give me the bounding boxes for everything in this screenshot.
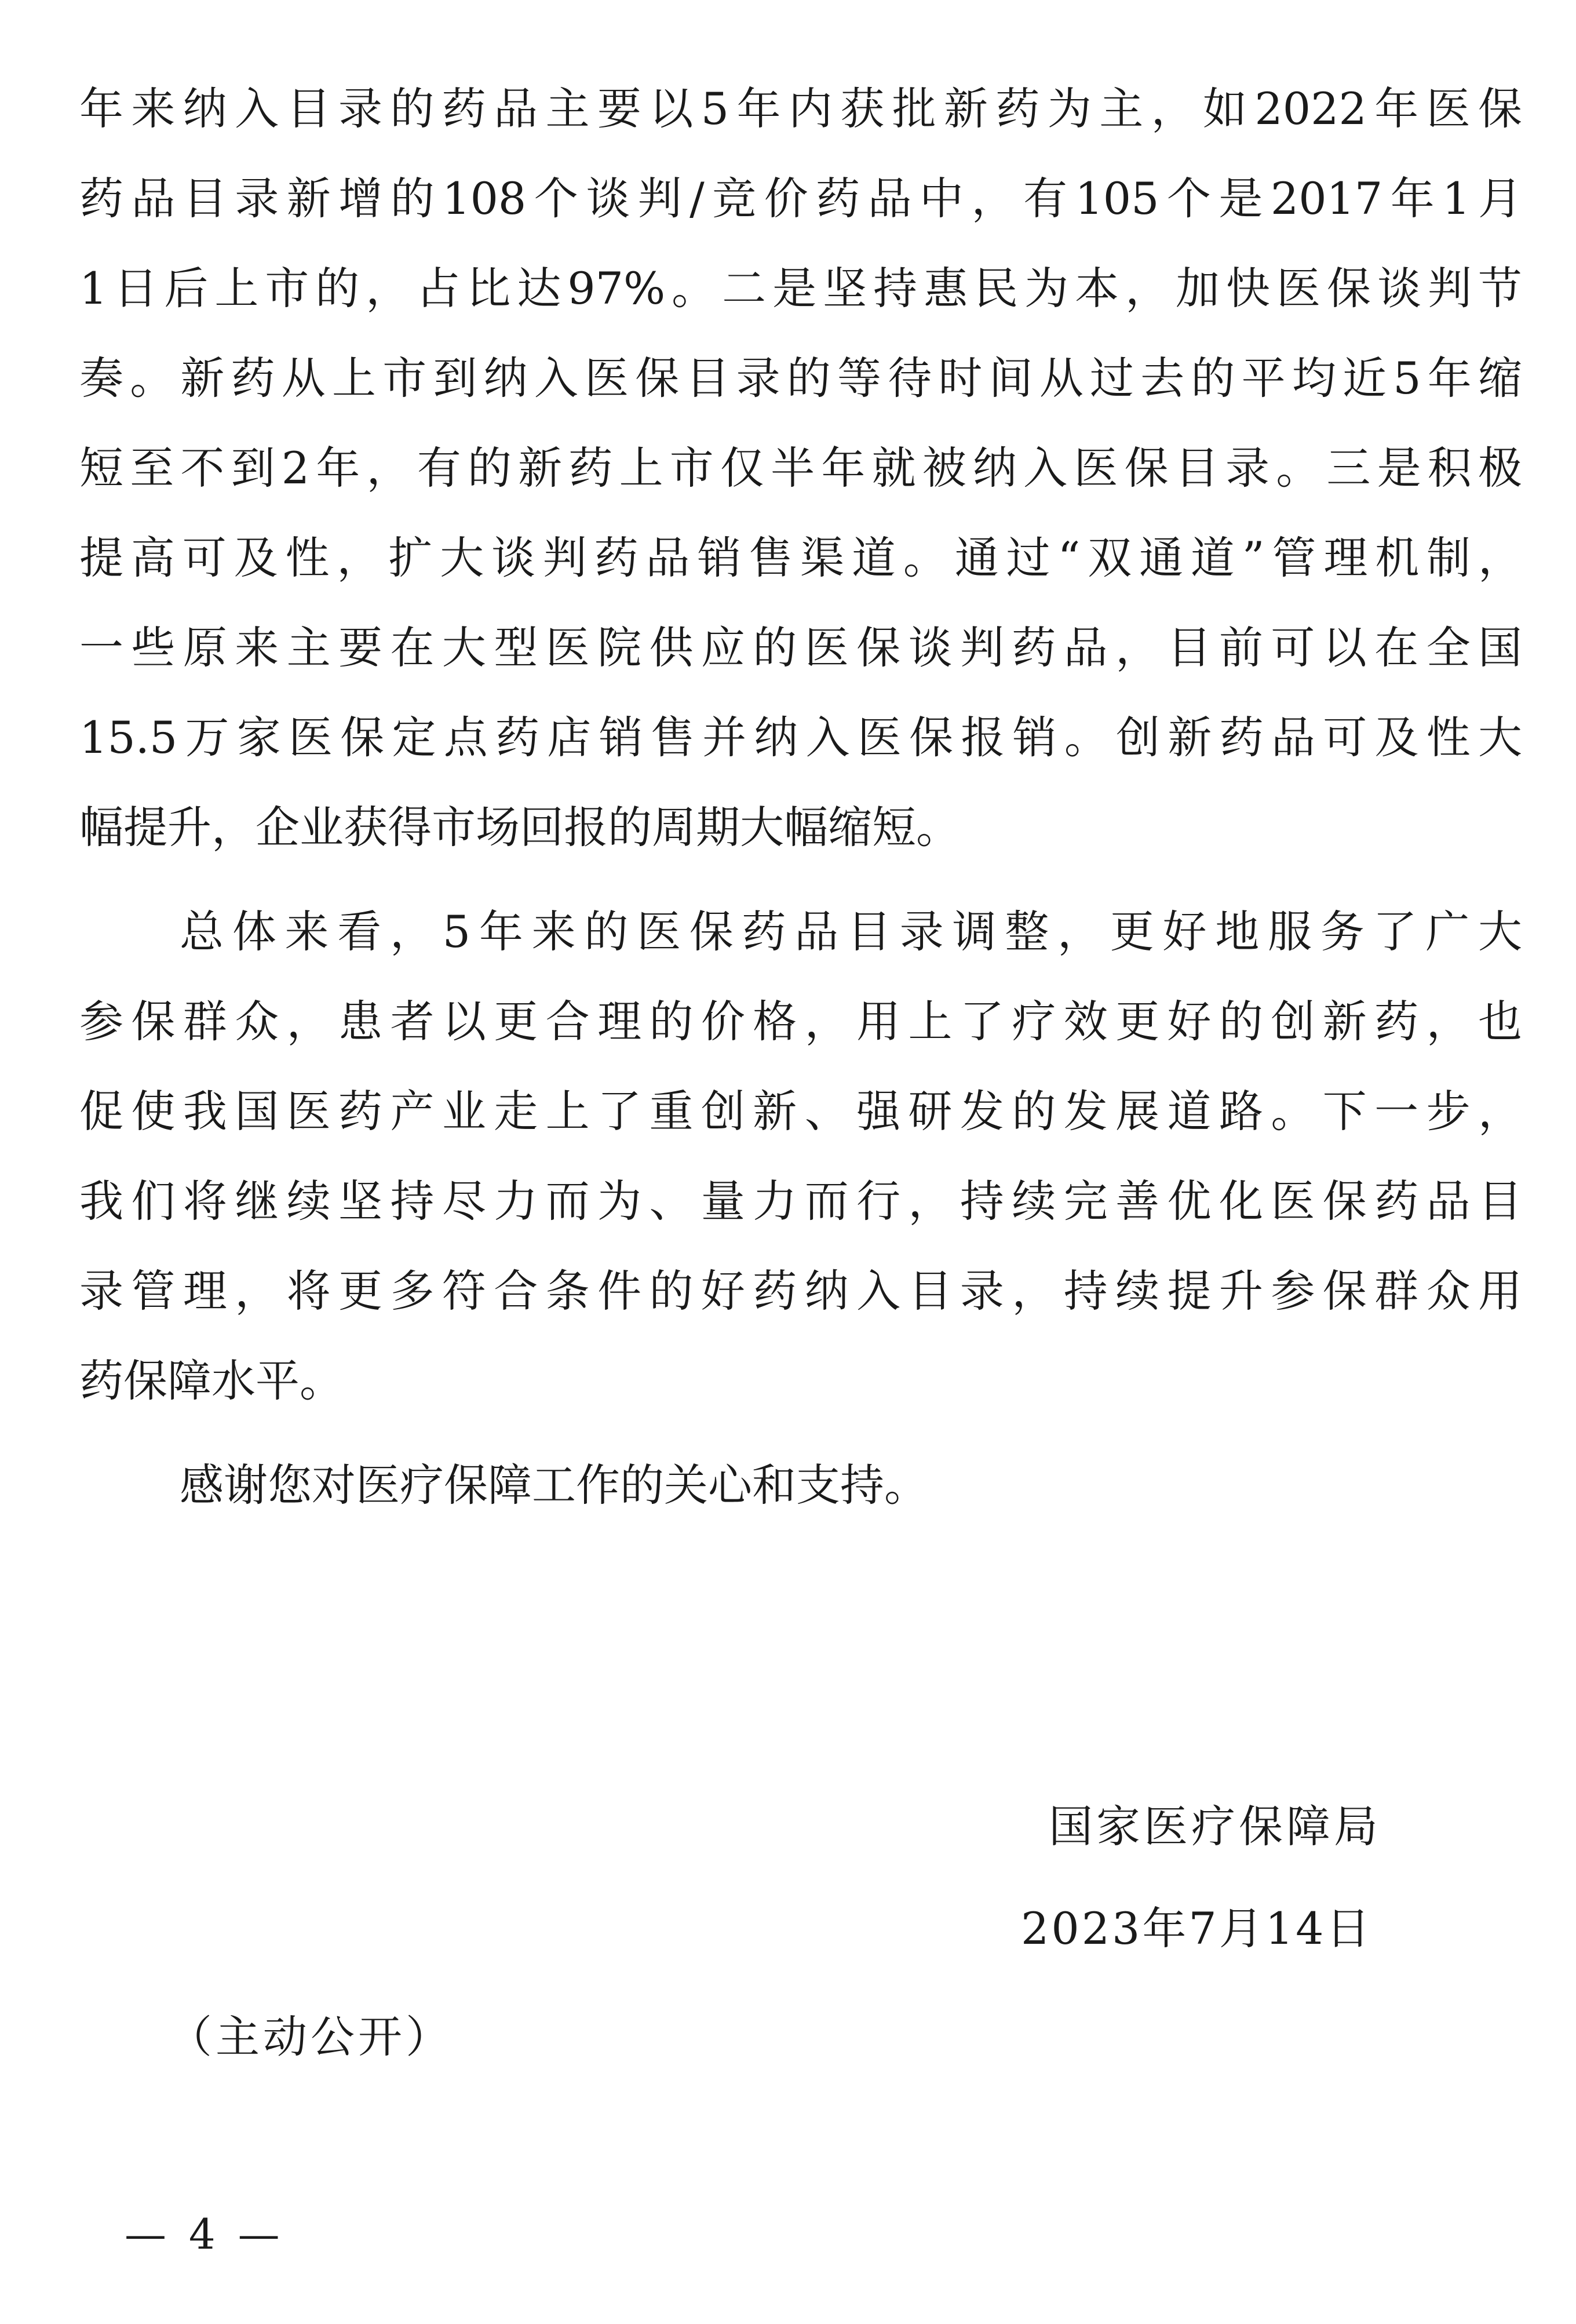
closing-line: 感谢您对医疗保障工作的关心和支持。: [180, 1459, 928, 1511]
body-line-4: 奏。新药从上市到纳入医保目录的等待时间从过去的平均近5年缩: [79, 352, 1522, 404]
signature-organization: 国家医疗保障局: [1049, 1801, 1381, 1852]
body-line-15: 药保障水平。: [79, 1355, 344, 1407]
body-line-1: 年来纳入目录的药品主要以5年内获批新药为主，如2022年医保: [79, 83, 1522, 134]
body-line-5: 短至不到2年，有的新药上市仅半年就被纳入医保目录。三是积极: [79, 442, 1522, 494]
body-line-2: 药品目录新增的108个谈判/竞价药品中，有105个是2017年1月: [79, 173, 1522, 224]
body-line-11: 参保群众，患者以更合理的价格，用上了疗效更好的创新药，也: [79, 996, 1522, 1047]
signature-date: 2023年7月14日: [1021, 1903, 1373, 1954]
body-line-8: 15.5万家医保定点药店销售并纳入医保报销。创新药品可及性大: [79, 712, 1522, 763]
page-number: — 4 —: [125, 2210, 284, 2259]
body-line-3: 1日后上市的，占比达97%。二是坚持惠民为本，加快医保谈判节: [79, 263, 1522, 314]
body-line-13: 我们将继续坚持尽力而为、量力而行，持续完善优化医保药品目: [79, 1175, 1522, 1227]
body-line-14: 录管理，将更多符合条件的好药纳入目录，持续提升参保群众用: [79, 1265, 1522, 1317]
body-line-10: 总体来看，5年来的医保药品目录调整，更好地服务了广大: [180, 906, 1522, 957]
body-line-9: 幅提升，企业获得市场回报的周期大幅缩短。: [79, 802, 960, 853]
body-line-6: 提高可及性，扩大谈判药品销售渠道。通过“双通道”管理机制，: [79, 532, 1522, 584]
body-line-12: 促使我国医药产业走上了重创新、强研发的发展道路。下一步，: [79, 1085, 1522, 1137]
body-line-7: 一些原来主要在大型医院供应的医保谈判药品，目前可以在全国: [79, 622, 1522, 673]
disclosure-label: （主动公开）: [168, 2011, 453, 2063]
